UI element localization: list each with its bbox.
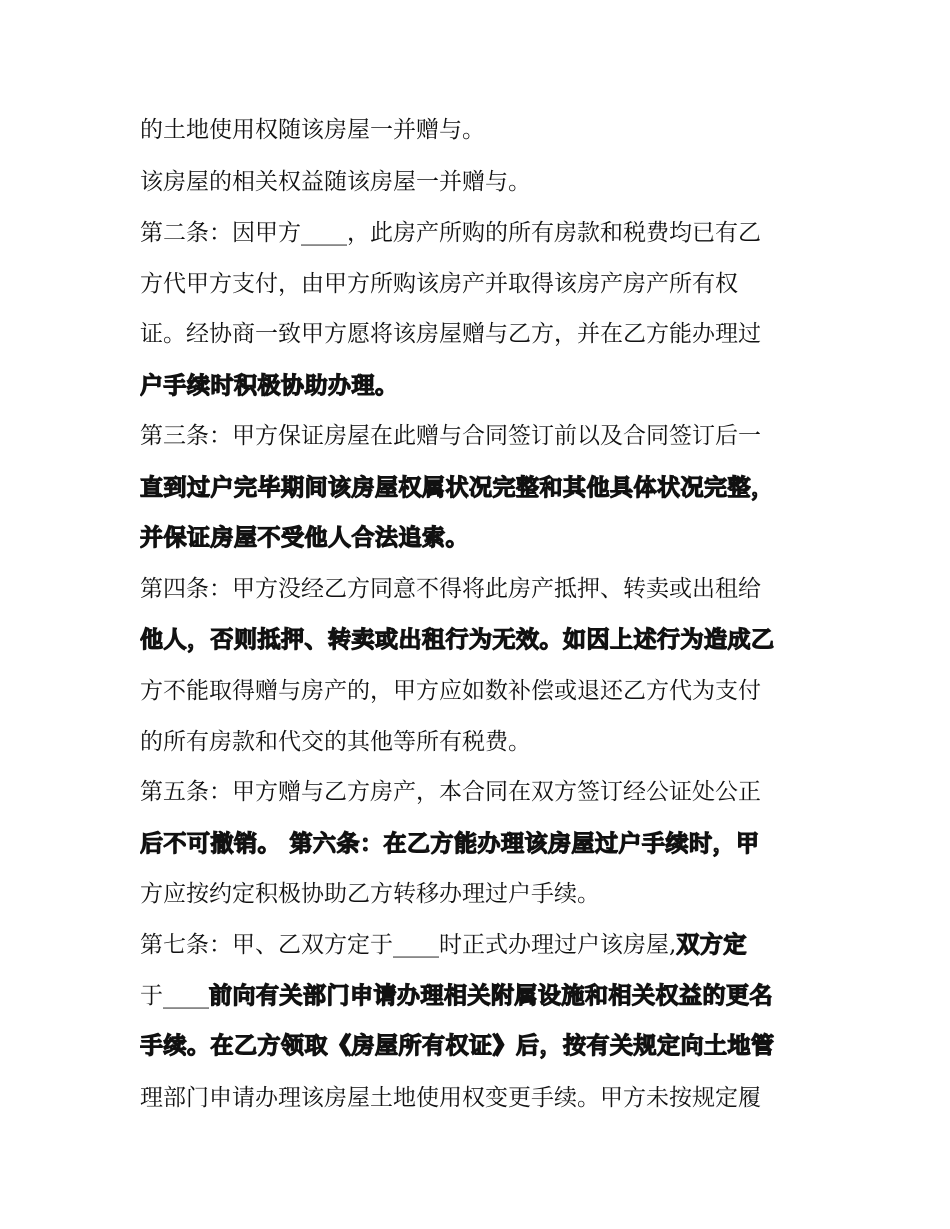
line-segment: 第四条：甲方没经乙方同意不得将此房产抵押、转卖或出租给 xyxy=(140,576,761,602)
text-line-5 xyxy=(140,314,820,354)
text-line-13 xyxy=(140,722,820,762)
text-line-12 xyxy=(140,671,820,711)
line-segment: 第五条：甲方赠与乙方房产，本合同在双方签订经公证处公正 xyxy=(140,779,761,805)
line-segment: 该房屋的相关权益随该房屋一并赠与。 xyxy=(140,169,531,195)
line-segment: 理部门申请办理该房屋土地使用权变更手续。甲方未按规定履 xyxy=(140,1085,761,1111)
text-line-14 xyxy=(140,772,820,812)
line-segment: 第三条：甲方保证房屋在此赠与合同签订前以及合同签订后一 xyxy=(140,423,761,449)
text-line-17 xyxy=(140,925,820,965)
line-segment: 的所有房款和代交的其他等所有税费。 xyxy=(140,729,531,755)
line-segment: 的土地使用权随该房屋一并赠与。 xyxy=(140,117,485,143)
line-segment: 证。经协商一致甲方愿将该房屋赠与乙方，并在乙方能办理过 xyxy=(140,321,761,347)
text-line-1 xyxy=(140,110,820,150)
line-segment: 第七条：甲、乙双方定于____时正式办理过户该房屋, xyxy=(140,932,677,958)
line-segment: 第二条：因甲方____，此房产所购的所有房款和税费均已有乙 xyxy=(140,220,761,246)
line-segment-outlined: 并保证房屋不受他人合法追索。 xyxy=(140,525,469,551)
text-line-10 xyxy=(140,569,820,609)
text-line-11 xyxy=(140,620,820,660)
text-line-19 xyxy=(140,1026,820,1066)
line-segment-outlined: 手续。在乙方领取《房屋所有权证》后，按有关规定向土地管 xyxy=(140,1033,775,1059)
line-segment: 方代甲方支付，由甲方所购该房产并取得该房产房产所有权 xyxy=(140,271,738,297)
line-segment-outlined: 双方定 xyxy=(676,932,747,958)
text-line-18 xyxy=(140,976,820,1016)
line-segment-outlined: 他人，否则抵押、转卖或出租行为无效。如因上述行为造成乙 xyxy=(140,627,775,653)
line-segment-outlined: 前向有关部门申请办理相关附属设施和相关权益的更名 xyxy=(209,983,773,1009)
text-line-20 xyxy=(140,1078,820,1118)
text-line-4 xyxy=(140,264,820,304)
line-segment-outlined: 后不可撤销。 第六条：在乙方能办理该房屋过户手续时，甲 xyxy=(140,831,760,857)
text-line-15 xyxy=(140,824,820,864)
text-line-8 xyxy=(140,468,820,508)
line-segment-outlined: 户手续时积极协助办理。 xyxy=(140,373,399,399)
text-line-7 xyxy=(140,416,820,456)
line-segment: 方不能取得赠与房产的，甲方应如数补偿或退还乙方代为支付 xyxy=(140,678,761,704)
line-segment-outlined: 直到过户完毕期间该房屋权属状况完整和其他具体状况完整， xyxy=(140,475,775,501)
text-line-9 xyxy=(140,518,820,558)
text-line-2 xyxy=(140,162,820,202)
line-segment: 于____ xyxy=(140,983,209,1009)
line-segment: 方应按约定积极协助乙方转移办理过户手续。 xyxy=(140,881,600,907)
text-line-16 xyxy=(140,874,820,914)
text-line-6 xyxy=(140,366,820,406)
text-line-3 xyxy=(140,213,820,253)
